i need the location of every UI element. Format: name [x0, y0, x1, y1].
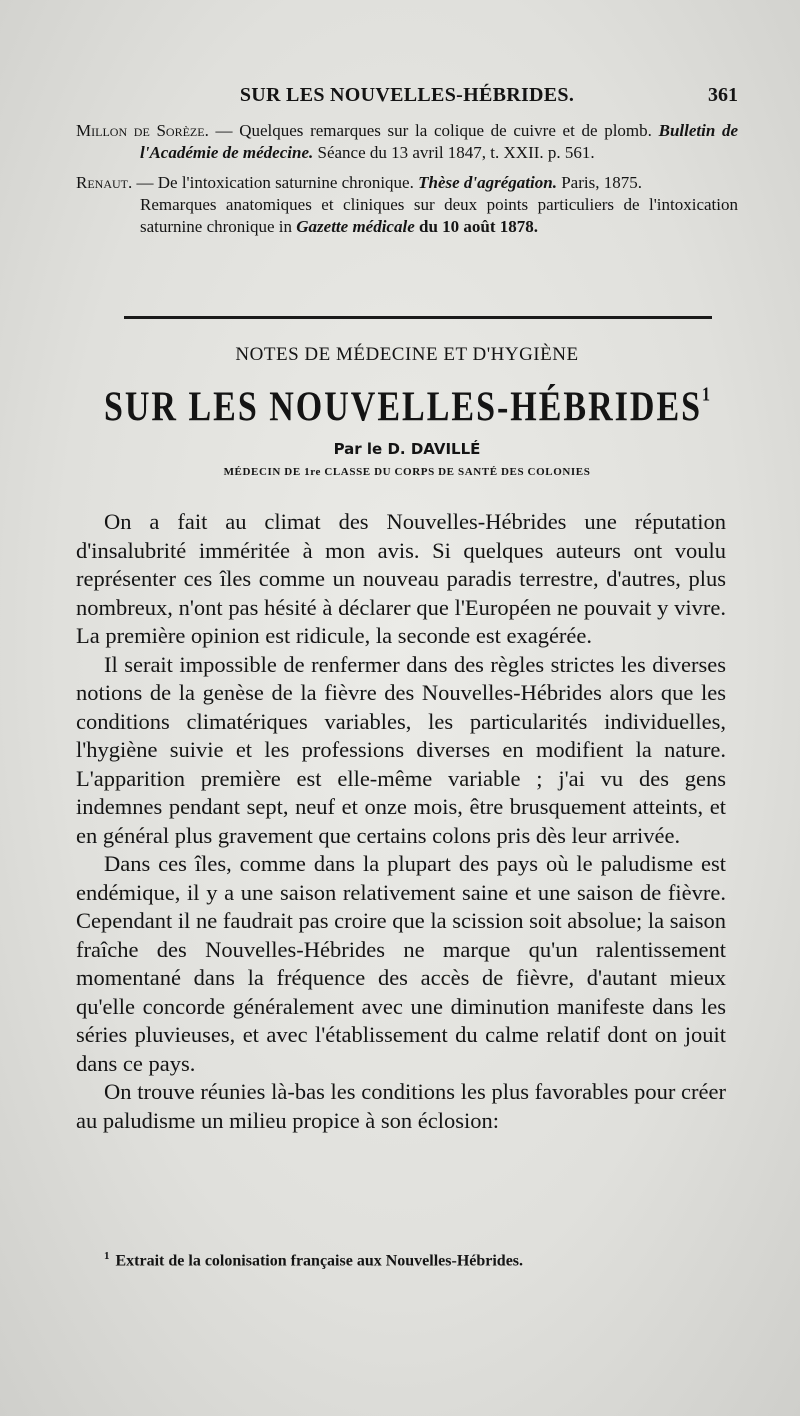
paragraph: Dans ces îles, comme dans la plupart des pays où le paludisme est endémique, il y a une saison relativement saine et une saison de fièvre. Cependant il ne faudrait pas croire que la scission soit absolue; la saison fraîche des Nouvelles-Hébrides ne marque qu'un ralentissement momentané dans la fréquence des accès de fièvre, d'autant mieux qu'elle concorde généralement avec une diminution manifeste dans les séries pluvieuses, et avec l'établissement du calme relatif dont on jouit dans ce pays. — [76, 851, 726, 1076]
reference-journal: Thèse d'agrégation. — [418, 173, 557, 192]
section-title: NOTES DE MÉDECINE ET D'HYGIÈNE — [235, 344, 579, 365]
reference-sub-text: Remarques anatomiques et cliniques sur deux points particuliers de l'intoxication saturnine chronique in — [140, 195, 738, 236]
footnote — [104, 1250, 738, 1270]
reference-text: De l'intoxication saturnine chronique. — [157, 173, 414, 192]
paragraph: On a fait au climat des Nouvelles-Hébrides une réputation d'insalubrité imméritée à mon avis. Si quelques auteurs ont voulu représenter ces îles comme un nouveau paradis terrestre, d'autres, plus nombreux, n'ont pas hésité à déclarer que l'Européen ne pouvait y vivre. La première opinion est ridicule, la seconde est exagérée. — [76, 509, 726, 648]
bibliography — [76, 120, 738, 246]
footnote-text: Extrait de la colonisation française aux Nouvelles-Hébrides. — [115, 1252, 524, 1270]
reference-journal: Bulletin de l'Académie de médecine. — [140, 121, 739, 162]
running-title: SUR LES NOUVELLES-HÉBRIDES. — [239, 84, 575, 106]
reference-entry — [76, 172, 738, 238]
title-footnote-mark: 1 — [702, 384, 711, 406]
reference-sub-journal: Gazette médicale — [296, 217, 415, 236]
article-title-text: SUR LES NOUVELLES-HÉBRIDES — [103, 384, 703, 431]
article-title — [76, 384, 738, 432]
running-head — [76, 84, 738, 114]
reference-separator: — — [132, 173, 158, 192]
reference-entry — [76, 120, 738, 164]
paragraph: On trouve réunies là-bas les conditions les plus favorables pour créer au paludisme un milieu propice à son éclosion: — [76, 1079, 726, 1133]
page-number: 361 — [708, 84, 738, 106]
footnote-mark: 1 — [104, 1250, 110, 1262]
reference-author: Millon de Sorèze. — [76, 121, 209, 140]
reference-details: Paris, 1875. — [561, 173, 642, 192]
section-divider — [124, 316, 712, 319]
article-author: Par le D. DAVILLÉ — [333, 440, 481, 458]
reference-text: Quelques remarques sur la colique de cuivre et de plomb. — [239, 121, 652, 140]
paragraph: Il serait impossible de renfermer dans des règles strictes les diverses notions de la genèse de la fièvre des Nouvelles-Hébrides alors que les conditions climatériques variables, les particularités individuelles, l'hygiène suivie et les professions diverses en modifient la nature. L'apparition première est elle-même variable ; j'ai vu des gens indemnes pendant sept, neuf et onze mois, être brusquement atteints, et en général plus gravement que certains colons pris dès leur arrivée. — [76, 651, 726, 848]
reference-details: Séance du 13 avril 1847, t. XXII. p. 561. — [317, 143, 595, 162]
reference-sub-details: du 10 août 1878. — [419, 217, 539, 236]
author-affiliation: MÉDECIN DE 1re CLASSE DU CORPS DE SANTÉ DES COLONIES — [223, 466, 591, 478]
reference-author: Renaut. — [76, 173, 133, 192]
reference-sub-entry — [140, 194, 738, 238]
reference-separator: — — [208, 121, 240, 140]
article-body — [76, 508, 726, 1135]
